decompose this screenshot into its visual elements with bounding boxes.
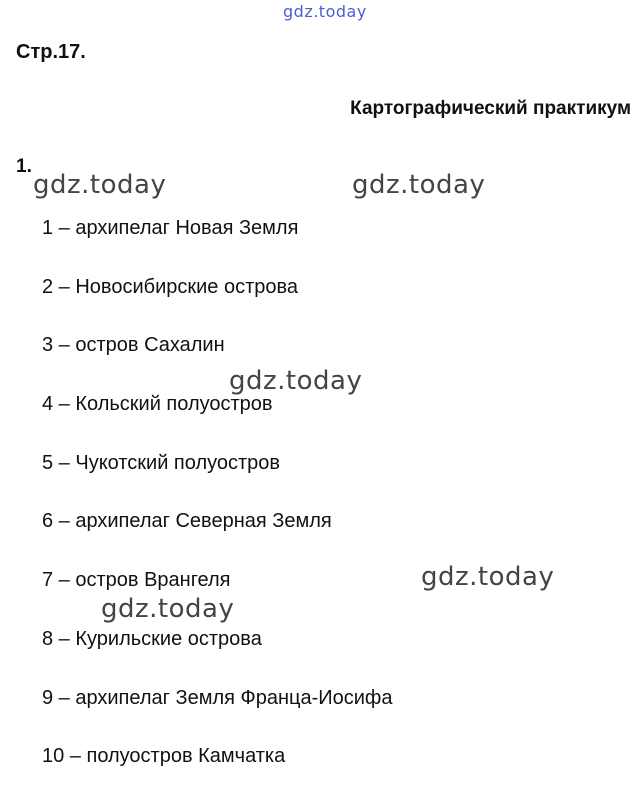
answer-item: 4 – Кольский полуостров	[42, 393, 273, 416]
answer-item: 5 – Чукотский полуостров	[42, 451, 281, 474]
watermark: gdz.today	[229, 366, 363, 396]
answer-item: 9 – архипелаг Земля Франца-Иосифа	[42, 686, 393, 709]
page-number: Стр.17.	[16, 41, 86, 63]
answer-item: 3 – остров Сахалин	[42, 334, 225, 357]
watermark: gdz.today	[421, 562, 555, 592]
answer-item: 1 – архипелаг Новая Земля	[42, 217, 299, 239]
answer-list	[42, 214, 392, 801]
answer-item: 2 – Новосибирские острова	[42, 275, 299, 298]
answer-item: 10 – полуостров Камчатка	[42, 745, 286, 768]
task-number: 1.	[16, 156, 32, 177]
watermark: gdz.today	[33, 170, 167, 200]
section-title: Картографический практикум	[350, 98, 631, 119]
answer-item: 6 – архипелаг Северная Земля	[42, 510, 332, 533]
watermark: gdz.today	[352, 170, 486, 200]
answer-item: 7 – остров Врангеля	[42, 569, 231, 592]
watermark: gdz.today	[101, 594, 235, 624]
watermark-top: gdz.today	[283, 2, 367, 21]
answer-item: 8 – Курильские острова	[42, 627, 262, 650]
